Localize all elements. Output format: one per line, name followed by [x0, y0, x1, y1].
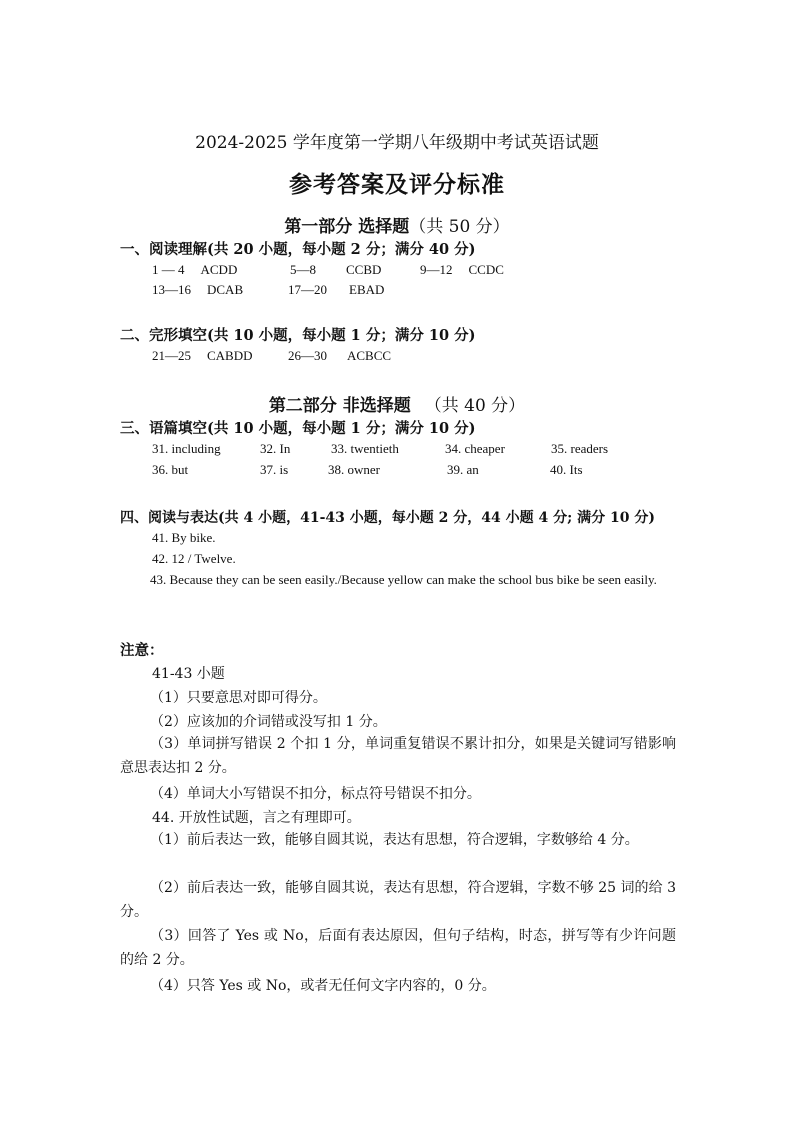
answer-q5-8: 5—8 CCBD — [290, 262, 382, 277]
answer-34: 34. cheaper — [445, 441, 505, 456]
rubric-3: （3）回答了 Yes 或 No，后面有表达原因，但句子结构，时态，拼写等有少许问题的给 2 分。 — [120, 928, 676, 968]
answer-q13-16: 13—16 DCAB — [152, 282, 244, 297]
notes-subheading-41-43: 41-43 小题 — [152, 666, 225, 682]
answer-39: 39. an — [447, 462, 479, 477]
answer-32: 32. In — [260, 441, 291, 456]
note-1: （1）只要意思对即可得分。 — [150, 690, 327, 706]
answer-40: 40. Its — [550, 462, 583, 477]
notes-subheading-44: 44. 开放性试题，言之有理即可。 — [152, 810, 361, 826]
answer-38: 38. owner — [328, 462, 380, 477]
note-4: （4）单词大小写错误不扣分，标点符号错误不扣分。 — [150, 786, 481, 802]
part1-title: 第一部分 选择题 — [284, 217, 410, 237]
part2-heading — [0, 391, 794, 416]
answer-37: 37. is — [260, 462, 289, 477]
exam-title: 2024-2025 学年度第一学期八年级期中考试英语试题 — [195, 133, 599, 153]
rubric-4: （4）只答 Yes 或 No，或者无任何文字内容的，0 分。 — [150, 978, 496, 994]
answer-key-title: 参考答案及评分标准 — [289, 171, 505, 198]
answer-q21-25: 21—25 CABDD — [152, 348, 253, 363]
answer-q17-20: 17—20 EBAD — [288, 282, 385, 297]
answer-31: 31. including — [152, 441, 221, 456]
note-3: （3）单词拼写错误 2 个扣 1 分，单词重复错误不累计扣分，如果是关键词写错影响意思表达扣 2 分。 — [120, 736, 676, 776]
answer-q26-30: 26—30 ACBCC — [288, 348, 392, 363]
section4-title: 四、阅读与表达(共 4 小题，41-43 小题，每小题 2 分，44 小题 4 分; 满分 10 分) — [120, 510, 655, 526]
note-2: （2）应该加的介词错或没写扣 1 分。 — [150, 714, 387, 730]
rubric-1: （1）前后表达一致，能够自圆其说，表达有思想，符合逻辑，字数够给 4 分。 — [150, 832, 639, 848]
answer-q1-4: 1 — 4 ACDD — [152, 262, 238, 277]
answer-35: 35. readers — [551, 441, 609, 456]
part2-title: 第二部分 非选择题 — [268, 396, 411, 416]
answer-36: 36. but — [152, 462, 189, 477]
answer-q9-12: 9—12 CCDC — [420, 262, 504, 277]
answer-33: 33. twentieth — [331, 441, 399, 456]
section2-title: 二、完形填空(共 10 小题，每小题 1 分；满分 10 分) — [120, 327, 476, 344]
answer-41: 41. By bike. — [152, 530, 216, 545]
notes-heading: 注意： — [120, 642, 164, 659]
rubric-2: （2）前后表达一致，能够自圆其说，表达有思想，符合逻辑，字数不够 25 词的给 3 分。 — [120, 880, 676, 920]
answer-42: 42. 12 / Twelve. — [152, 551, 236, 566]
part2-score: （共 40 分） — [424, 396, 526, 416]
section1-title: 一、阅读理解(共 20 小题，每小题 2 分；满分 40 分) — [120, 241, 476, 258]
section3-title: 三、语篇填空(共 10 小题，每小题 1 分；满分 10 分) — [120, 420, 476, 437]
part1-score: （共 50 分） — [409, 217, 510, 237]
part1-heading — [0, 212, 794, 237]
answer-43: 43. Because they can be seen easily./Because yellow can make the school bus bike be seen easily. — [150, 572, 657, 587]
